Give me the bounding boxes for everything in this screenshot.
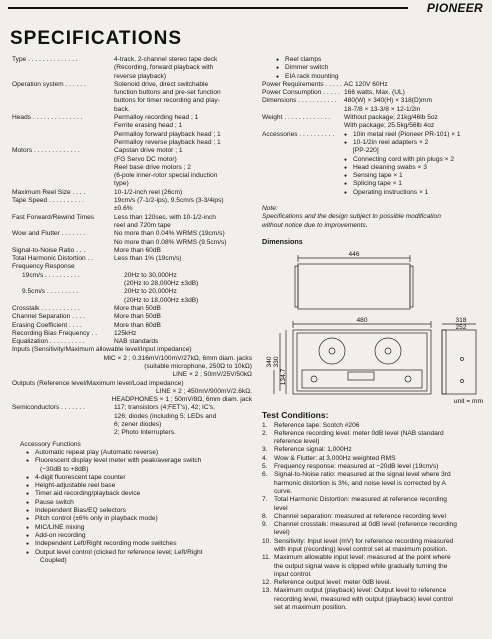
outputs-heading: Outputs (Reference level/Maximum level/Load impedance) — [12, 379, 184, 387]
test-condition-text: level — [274, 504, 288, 512]
test-condition-row — [262, 546, 486, 554]
spec-erasing: Erasing Coefficient . . . . More than 60dB — [12, 321, 161, 329]
test-condition-number — [262, 571, 274, 579]
test-condition-row — [262, 521, 486, 529]
right-column — [262, 56, 486, 612]
spec-power-req: Power Requirements . . . . . AC 120V 60Hz — [262, 80, 388, 88]
test-condition-text: Maximum output (playback) level: Output level to reference — [274, 587, 447, 595]
test-condition-row — [262, 587, 486, 595]
test-condition-text: Reference recording level: meter 0dB level (NAB standard — [274, 429, 444, 437]
test-condition-row — [262, 579, 486, 587]
spec-snr: Signal-to-Noise Ratio . . . More than 60dB — [12, 246, 161, 254]
outputs-list: LINE × 2 ; 450mV/900mV/2.6kΩ, HEADPHONES × 1 ; 50mV/8Ω, 6mm diam. jack — [111, 387, 252, 404]
test-condition-row — [262, 563, 486, 571]
test-condition-row — [262, 571, 486, 579]
test-condition-text: Sensitivity: Input level (mV) for reference recording measured — [274, 537, 454, 545]
test-condition-row — [262, 496, 486, 504]
dim-height-340: 340 — [266, 356, 273, 368]
test-conditions-heading: Test Conditions: — [262, 410, 329, 421]
test-condition-text: set at maximum position. — [274, 604, 347, 612]
test-condition-text: the output signal wave is clipped while gradually turning the — [274, 562, 448, 570]
test-condition-row — [262, 430, 486, 438]
spec-freq-95: 9.5cm/s . . . . . . . . . 20Hz to 20,000Hz (20Hz to 18,000Hz ±3dB) — [22, 288, 199, 304]
test-condition-text: recording level, measured with output (playback) level control — [274, 595, 453, 603]
test-condition-number — [262, 505, 274, 513]
test-condition-row — [262, 529, 486, 537]
test-condition-text: with input (recording) level control set at maximum position. — [274, 545, 448, 553]
test-condition-number: 12. — [262, 579, 272, 587]
test-condition-number — [262, 604, 274, 612]
test-condition-number: 8. — [262, 512, 268, 520]
test-condition-number — [262, 529, 274, 537]
test-condition-number — [262, 563, 274, 571]
dimension-drawing — [262, 249, 486, 407]
test-condition-text: harmonic distortion is 3%, and noise level is corrected by A — [274, 479, 446, 487]
test-condition-number: 7. — [262, 496, 268, 504]
spec-equalization: Equalization . . . . . . . . . . NAB standards — [12, 338, 159, 346]
test-condition-number: 2. — [262, 429, 268, 437]
spec-bias: Recording Bias Frequency . . 125kHz — [12, 329, 137, 337]
spec-semiconductors: Semiconductors . . . . . . . 117; transistors (4;FET's), 42; IC's, 126; diodes (including 5; LEDs and 6; zener diodes) 2; Photo Interrupters. — [12, 404, 217, 437]
test-condition-row — [262, 480, 486, 488]
test-condition-row — [262, 604, 486, 612]
page-title: SPECIFICATIONS — [10, 28, 182, 49]
dim-width-446: 446 — [348, 251, 360, 259]
test-condition-text: Reference tape: Scotch #206 — [274, 421, 360, 429]
test-condition-text: reference level) — [274, 438, 320, 446]
test-condition-number — [262, 488, 274, 496]
spec-accessories: Accessories . . . . . . . . . . ● 10in metal reel (Pioneer PR-101) × 1 — [262, 131, 486, 139]
accessories-list: ● 10-1/2in reel adapters × 2 [PP-220] ● Connecting cord with pin plugs × 2 ● Head cleaning swabs × 3 ● Sensing tape × 1 ● Splicing tape × 1 ● Operating instructions × 1 — [262, 139, 486, 197]
test-condition-text: level) — [274, 529, 290, 537]
test-condition-row — [262, 455, 486, 463]
test-condition-row — [262, 488, 486, 496]
test-condition-text: Reference signal: 1,000Hz — [274, 446, 352, 454]
spec-type: Type . . . . . . . . . . . . . . 4-track, 2-channel stereo tape deck (Recording, forward playback with reverse playback) — [12, 56, 218, 80]
top-view-outline — [298, 264, 410, 309]
spec-separation: Channel Separation . . . . More than 50dB — [12, 313, 161, 321]
test-condition-row — [262, 471, 486, 479]
test-condition-number — [262, 596, 274, 604]
spec-freq-19: 19cm/s . . . . . . . . . . 20Hz to 30,000Hz (20Hz to 28,000Hz ±3dB) — [22, 271, 199, 288]
test-conditions-list — [262, 422, 486, 613]
note-block: Note: Specifications and the design subject to possible modification without notice due to improvements. — [262, 205, 441, 229]
test-condition-number: 13. — [262, 587, 272, 595]
spec-dimensions: Dimensions . . . . . . . . . . . 480(W) × 340(H) × 318(D)mm 18-7/8 × 13-3/8 × 12-1/2in — [262, 97, 432, 113]
test-condition-number: 10. — [262, 537, 272, 545]
test-condition-number: 1. — [262, 421, 268, 429]
test-condition-number: 9. — [262, 521, 268, 529]
spec-heads: Heads . . . . . . . . . . . . . . Permalloy recording head ; 1 Ferrite erasing head ; 1 Permalloy forward playback head ; 1 Permalloy reverse playback head ; 1 — [12, 114, 221, 146]
extra-functions-list: ● Reel clamps ● Dimmer switch ● EIA rack mounting — [262, 56, 486, 81]
dim-height-330: 330 — [273, 356, 280, 368]
freq-response-heading: Frequency Response — [12, 263, 75, 271]
inputs-list: MIC × 2 ; 0.316mV/100mV/27kΩ, 6mm diam. jacks (suitable microphone, 250Ω to 10kΩ) LINE × 2 ; 50mV/25V/50kΩ — [103, 354, 252, 379]
left-column — [12, 56, 252, 565]
test-condition-row — [262, 596, 486, 604]
test-condition-number: 6. — [262, 471, 268, 479]
dim-height-134: 134.7 — [280, 368, 287, 386]
test-condition-row — [262, 422, 486, 430]
spec-tape-speed: Tape Speed . . . . . . . . . . 19cm/s (7-1/2-ips), 9.5cm/s (3-3/4ips) ±0.6% — [12, 197, 224, 213]
test-condition-number: 5. — [262, 463, 268, 471]
unit-label: unit = mm — [453, 398, 483, 406]
test-condition-number: 4. — [262, 454, 268, 462]
spec-motors: Motors . . . . . . . . . . . . . Capstan drive motor ; 1 (FG Servo DC motor) Reel base drive motors ; 2 (6-pole inner-rotor special induction type) — [12, 147, 218, 188]
test-condition-row — [262, 446, 486, 454]
spec-operation: Operation system . . . . . . Solenoid drive, direct switchable function buttons and pre-set function buttons for timer recording and play- back. — [12, 80, 221, 113]
header-rule — [8, 7, 408, 9]
dim-width-480: 480 — [356, 317, 368, 325]
inputs-heading: Inputs (Sensitivity/Maximum allowable level/Input impedance) — [12, 346, 192, 354]
test-condition-text: Reference output level: meter 0dB level. — [274, 579, 392, 587]
side-view-outline — [442, 330, 476, 394]
accessory-functions-heading: Accessory Functions — [20, 440, 81, 448]
test-condition-number: 3. — [262, 446, 268, 454]
test-condition-row — [262, 438, 486, 446]
test-condition-row — [262, 505, 486, 513]
test-condition-number — [262, 546, 274, 554]
spec-crosstalk: Crosstalk . . . . . . . . . . . More than 50dB — [12, 304, 161, 312]
brand-logo: PIONEER — [426, 1, 483, 15]
spec-power-cons: Power Consumption . . . . . 166 watts, Max. (UL) — [262, 89, 405, 97]
test-condition-row — [262, 538, 486, 546]
spec-reel-size: Maximum Reel Size . . . . 10-1/2-inch reel (26cm) — [12, 188, 183, 196]
test-condition-row — [262, 513, 486, 521]
front-view-outline — [293, 330, 431, 394]
test-condition-number: 11. — [262, 554, 271, 562]
spec-weight: Weight . . . . . . . . . . . . . Without package; 21kg/46lb 5oz With package; 25.5kg/56lb 4oz — [262, 114, 438, 130]
accessory-functions-list: ● Automatic repeat play (Automatic reverse) ● Fluorescent display level meter with peak/average switch (−30dB to +8dB) ● 4-digit fluorescent tape counter ● Height-adjustable reel base ● Timer aid recording/playback device ● Pause switch ● Independent Bias/EQ selectors ● Pitch control (±6% only in playback mode) ● MIC/LINE mixing ● Add-on recording ● Independent Left/Right recording mode switches ● Output level control (clicked for reference level; Left/Right Coupled) — [12, 449, 252, 565]
test-condition-text: Frequency response: measured at −20dB level (19cm/s) — [274, 463, 439, 471]
test-condition-number — [262, 480, 274, 488]
spec-ff-rew: Fast Forward/Rewind Times Less than 120sec. with 10-1/2-inch reel and 720m tape — [12, 213, 216, 229]
test-condition-number — [262, 438, 274, 446]
test-condition-text: Total Harmonic Distortion: measured at reference recording — [274, 496, 447, 504]
test-condition-text: curve. — [274, 487, 292, 495]
test-condition-text: Channel separation: measured at reference recording level — [274, 512, 446, 520]
test-condition-text: Maximum allowable input level: measured at the point where — [274, 554, 451, 562]
test-condition-row — [262, 463, 486, 471]
dim-depth-318: 318 — [455, 317, 467, 325]
test-condition-text: Wow & Flutter: at 3,000Hz weighted RMS — [274, 454, 396, 462]
spec-thd: Total Harmonic Distortion . . Less than 1% (19cm/s) — [12, 255, 182, 263]
spec-wow-flutter: Wow and Flutter . . . . . . . No more than 0.04% WRMS (19cm/s) No more than 0.08% WRMS (9.5cm/s) — [12, 230, 227, 246]
test-condition-row — [262, 554, 486, 562]
dimensions-heading: Dimensions — [262, 236, 303, 246]
test-condition-text: Signal-to-Noise ratio: measured at the signal level where 3rd — [274, 471, 451, 479]
dim-depth-252: 252 — [455, 324, 467, 332]
test-condition-text: Channel crosstalk: measured at 0dB level (reference recording — [274, 521, 457, 529]
test-condition-text: input control. — [274, 570, 312, 578]
